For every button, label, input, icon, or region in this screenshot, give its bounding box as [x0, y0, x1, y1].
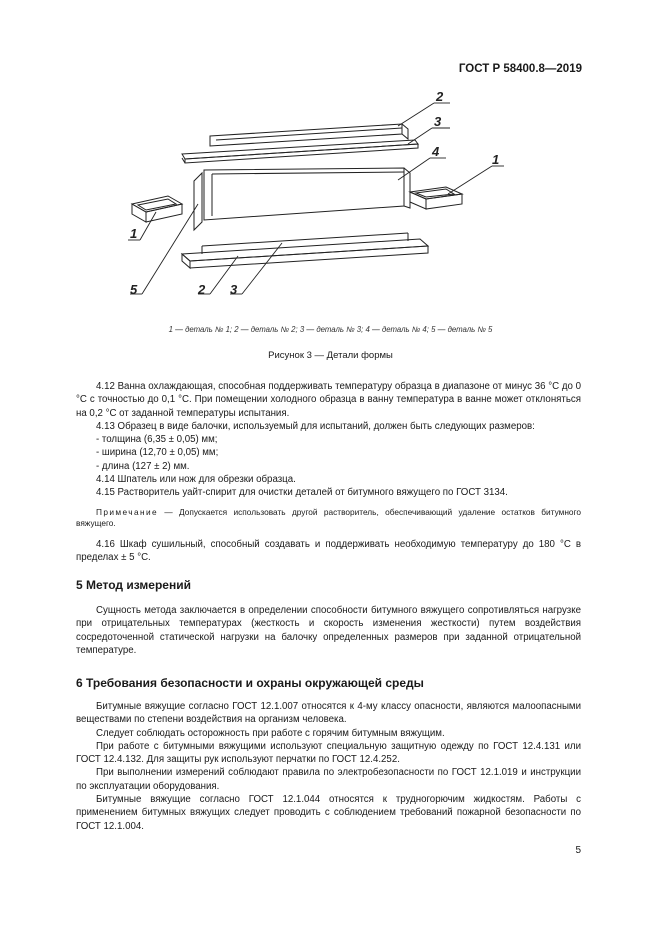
- figure-label: 1: [130, 226, 138, 241]
- section-6-title: 6 Требования безопасности и охраны окружающей среды: [76, 676, 424, 690]
- part-4-drawing: [204, 168, 410, 220]
- section-6-paragraph: Битумные вяжущие согласно ГОСТ 12.1.007 относятся к 4-му классу опасности, являются малоопасными веществами по степени воздействия на организм человека.: [76, 701, 581, 726]
- figure-label: 3: [434, 114, 442, 129]
- paragraph-4-12: 4.12 Ванна охлаждающая, способная поддерживать температуру образца в диапазоне от минус 36 °С до 0 °С с точностью до 0,1 °С. При помещении холодного образца в ванну температура в ванне может отклоняться на 0,2 °С от заданной температуры испытания.: [76, 381, 581, 419]
- items-block: [76, 380, 581, 564]
- figure-caption: Рисунок 3 — Детали формы: [268, 350, 393, 361]
- section-6-body: [76, 700, 581, 833]
- section-5-title: 5 Метод измерений: [76, 578, 191, 592]
- section-5-body: [76, 604, 581, 657]
- note-text: — Допускается использовать другой растворитель, обеспечивающий удаление остатков битумного вяжущего.: [76, 506, 581, 529]
- figure-label: 1: [492, 152, 500, 167]
- figure-label: 2: [198, 282, 206, 297]
- section-6-paragraph: При выполнении измерений соблюдают правила по электробезопасности по ГОСТ 12.1.019 и инструкции по эксплуатации оборудования.: [76, 767, 581, 792]
- figure-label: 5: [130, 282, 138, 297]
- part-5-drawing: [194, 173, 202, 230]
- figure-label: 4: [432, 144, 440, 159]
- dimension-thickness: - толщина (6,35 ± 0,05) мм;: [96, 434, 218, 446]
- figure-mold-details: [120, 88, 520, 313]
- figure-legend: 1 — деталь № 1; 2 — деталь № 2; 3 — деталь № 3; 4 — деталь № 4; 5 — деталь № 5: [168, 325, 493, 334]
- paragraph-4-14: 4.14 Шпатель или нож для обрезки образца.: [96, 474, 296, 486]
- dimension-width: - ширина (12,70 ± 0,05) мм;: [96, 447, 219, 459]
- parts-2-3-bottom-drawing: [182, 233, 428, 268]
- figure-label: 2: [436, 89, 444, 104]
- dimension-length: - длина (127 ± 2) мм.: [96, 460, 190, 472]
- page-number: 5: [575, 845, 581, 856]
- part-1-left-drawing: [132, 196, 182, 222]
- section-5-text: Сущность метода заключается в определении способности битумного вяжущего сопротивляться нагрузке при отрицательных температурах (жесткость и скорость изменения жесткости) путем воздействия сосредоточенной статической нагрузки на балочку определенных размеров при заданной отрицательной температуре.: [76, 605, 581, 656]
- note: [76, 507, 581, 530]
- standard-number: ГОСТ Р 58400.8—2019: [458, 63, 582, 75]
- paragraph-4-13: 4.13 Образец в виде балочки, используемый для испытаний, должен быть следующих размеров:: [96, 420, 535, 432]
- paragraph-4-15: 4.15 Растворитель уайт-спирит для очистки деталей от битумного вяжущего по ГОСТ 3134.: [96, 487, 508, 499]
- section-6-paragraph: Следует соблюдать осторожность при работе с горячим битумным вяжущим.: [96, 727, 445, 739]
- figure-label: 3: [230, 282, 238, 297]
- section-6-paragraph: Битумные вяжущие согласно ГОСТ 12.1.044 относятся к трудногорючим жидкостям. Работы с применением битумных вяжущих следует проводить с соблюдением требований пожарной безопасности по ГОСТ 12.1.004.: [76, 794, 581, 832]
- section-6-paragraph: При работе с битумными вяжущими используют специальную защитную одежду по ГОСТ 12.4.131 или ГОСТ 12.4.132. Для защиты рук используют перчатки по ГОСТ 12.4.252.: [76, 740, 581, 766]
- note-label: Примечание: [96, 506, 159, 517]
- paragraph-4-16: 4.16 Шкаф сушильный, способный создавать и поддерживать необходимую температуру до 180 °С в пределах ± 5 °С.: [76, 538, 581, 563]
